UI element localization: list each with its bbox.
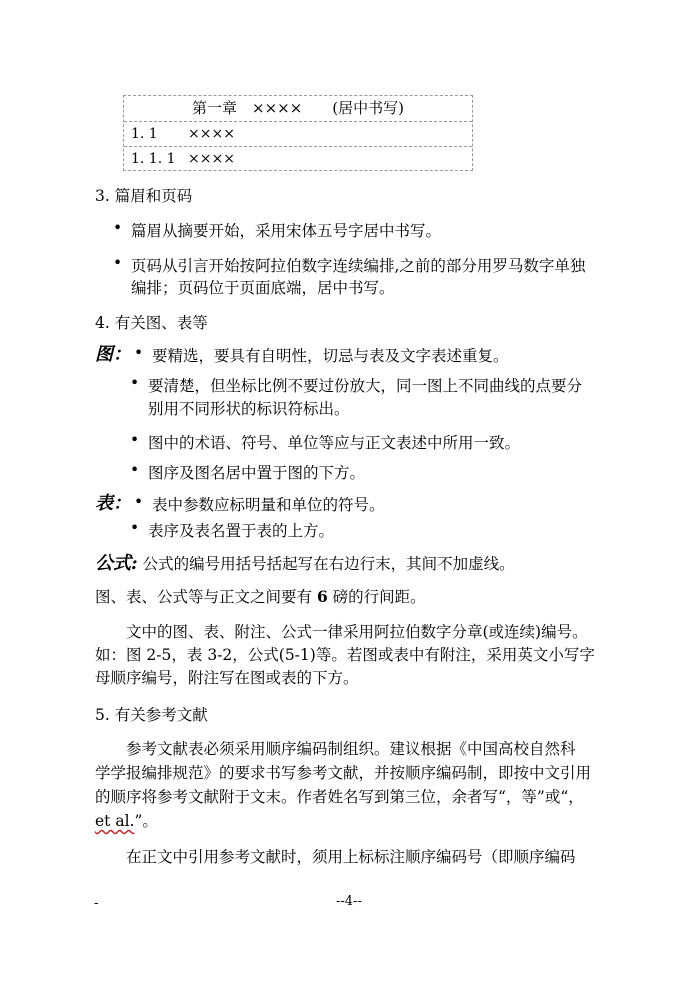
et-al-text: et al. bbox=[95, 812, 135, 830]
references-para-line-1: 参考文献表必须采用顺序编码制组织。建议根据《中国高校自然科 bbox=[126, 740, 576, 758]
citation-para-line-1: 在正文中引用参考文献时，须用上标标注顺序编码号（即顺序编码 bbox=[126, 848, 576, 866]
numbering-para-line-3: 母顺序编号，附注写在图或表的下方。 bbox=[95, 669, 359, 687]
section-3-bullet-2-line-1: • 页码从引言开始按阿拉伯数字连续编排,之前的部分用罗马数字单独 bbox=[131, 254, 585, 276]
figure-bullet-4: • 图序及图名居中置于图的下方。 bbox=[148, 461, 365, 483]
table-bullet-2: • 表序及表名置于表的上方。 bbox=[148, 519, 334, 541]
spacing-rule bbox=[95, 585, 426, 607]
figure-bullet-3: • 图中的术语、符号、单位等应与正文表述中所用一致。 bbox=[148, 431, 520, 453]
figure-bullet-2-line-2: 别用不同形状的标识符标出。 bbox=[148, 400, 350, 418]
references-para-line-3: 的顺序将参考文献附于文末。作者姓名写到第三位，余者写“，等”或“， bbox=[95, 788, 584, 806]
spacing-rule-number: 6 bbox=[316, 587, 328, 606]
formula-line bbox=[95, 549, 515, 575]
table-bullet-1: • 表中参数应标明量和单位的符号。 bbox=[152, 493, 385, 515]
toc-chapter-title: 第一章 ×××× (居中书写) bbox=[192, 99, 404, 117]
page-number: --4-- bbox=[336, 894, 362, 909]
toc-row-1-text: ×××× bbox=[188, 126, 235, 142]
section-3-heading: 3. 篇眉和页码 bbox=[95, 187, 193, 205]
section-5-heading: 5. 有关参考文献 bbox=[95, 706, 208, 724]
toc-row-2-text: ×××× bbox=[188, 151, 235, 167]
figure-bullet-1: • 要精选，要具有自明性，切忌与表及文字表述重复。 bbox=[152, 344, 509, 366]
spacing-rule-pre: 图、表、公式等与正文之间要有 bbox=[95, 588, 317, 606]
spacing-rule-post: 磅的行间距。 bbox=[327, 588, 426, 606]
references-para-line-2: 学学报编排规范》的要求书写参考文献，并按顺序编码制，即按中文引用 bbox=[95, 764, 592, 782]
figure-label: 图： bbox=[95, 344, 131, 365]
footer-mark: - bbox=[94, 896, 99, 911]
section-3-bullet-1: • 篇眉从摘要开始，采用宋体五号字居中书写。 bbox=[131, 219, 441, 241]
references-para-line-4 bbox=[95, 809, 158, 831]
formula-label: 公式: bbox=[95, 553, 138, 574]
toc-row-2 bbox=[124, 146, 472, 172]
numbering-para-line-2: 如：图 2-5，表 3-2，公式(5-1)等。若图或表中有附注，采用英文小写字 bbox=[95, 646, 595, 664]
table-label: 表： bbox=[95, 493, 131, 514]
numbering-para-line-1: 文中的图、表、附注、公式一律采用阿拉伯数字分章(或连续)编号。 bbox=[126, 623, 588, 641]
section-3-bullet-2-line-2: 编排；页码位于页面底端，居中书写。 bbox=[131, 279, 395, 297]
figure-bullet-2-line-1: • 要清楚，但坐标比例不要过份放大，同一图上不同曲线的点要分 bbox=[148, 374, 582, 396]
section-4-heading: 4. 有关图、表等 bbox=[95, 314, 208, 332]
formula-text: 公式的编号用括号括起写在右边行末，其间不加虚线。 bbox=[142, 555, 515, 573]
toc-row-1-number: 1. 1 bbox=[131, 126, 158, 142]
toc-row-2-number: 1. 1. 1 bbox=[131, 151, 176, 167]
toc-row-1 bbox=[124, 121, 472, 147]
toc-sample-box bbox=[123, 95, 473, 171]
references-para-line-4-end: ”。 bbox=[134, 812, 158, 830]
